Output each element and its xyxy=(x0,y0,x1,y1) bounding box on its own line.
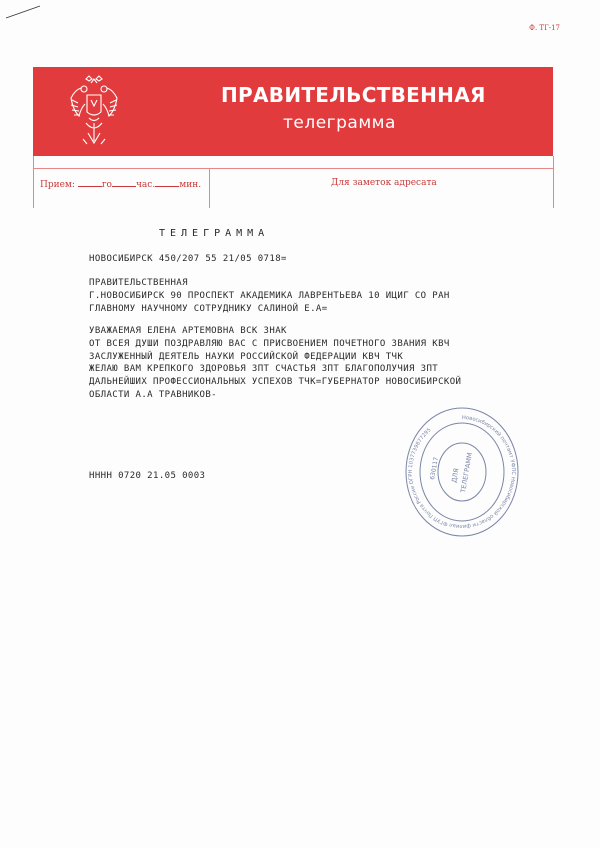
reception-day-blank xyxy=(78,186,102,187)
body-line: ОТ ВСЕЯ ДУШИ ПОЗДРАВЛЯЮ ВАС С ПРИСВОЕНИЕМ ПОЧЕТНОГО ЗВАНИЯ КВЧ xyxy=(89,339,450,349)
frame-divider xyxy=(33,156,34,208)
address-line: Г.НОВОСИБИРСК 90 ПРОСПЕКТ АКАДЕМИКА ЛАВРЕНТЬЕВА 10 ИЦИГ СО РАН xyxy=(89,291,450,301)
reception-hour-suffix: го xyxy=(101,180,112,190)
reception-label: Прием: xyxy=(40,180,75,190)
reception-minute-blank xyxy=(155,186,179,187)
body-line: ОБЛАСТИ А.А ТРАВНИКОВ- xyxy=(89,390,218,400)
stamp-ring-text: Новосибирский почтамт УФПС Новосибирской области филиал ФГУП Почта России ОГРН 1037739877295 xyxy=(407,414,516,530)
government-banner xyxy=(33,67,553,156)
frame-divider xyxy=(553,156,554,208)
address-line: ПРАВИТЕЛЬСТВЕННАЯ xyxy=(89,278,188,288)
stamp-center-text-2: ТЕЛЕГРАММ xyxy=(459,451,475,494)
reception-hour-blank xyxy=(112,186,136,187)
banner-title: ПРАВИТЕЛЬСТВЕННАЯ xyxy=(221,83,486,107)
service-line: НОВОСИБИРСК 450/207 55 21/05 0718= xyxy=(89,254,287,264)
stamp-index: 630117 xyxy=(429,456,440,481)
telegram-heading: ТЕЛЕГРАММА xyxy=(159,228,270,239)
footer-line: НННН 0720 21.05 0003 xyxy=(89,471,206,481)
stamp-center-text-1: ДЛЯ xyxy=(450,467,461,484)
frame-divider xyxy=(33,168,553,169)
postal-stamp xyxy=(404,405,520,538)
body-line: ДАЛЬНЕЙШИХ ПРОФЕССИОНАЛЬНЫХ УСПЕХОВ ТЧК=ГУБЕРНАТОР НОВОСИБИРСКОЙ xyxy=(89,377,462,387)
double-headed-eagle-emblem-icon xyxy=(67,73,121,151)
banner-subtitle: телеграмма xyxy=(283,113,396,133)
pen-stroke-mark xyxy=(4,2,44,22)
body-line: ЗАСЛУЖЕННЫЙ ДЕЯТЕЛЬ НАУКИ РОССИЙСКОЙ ФЕДЕРАЦИИ КВЧ ТЧК xyxy=(89,352,404,362)
form-code: Ф. ТГ-17 xyxy=(529,24,560,32)
notes-label: Для заметок адресата xyxy=(331,178,437,188)
body-line: УВАЖАЕМАЯ ЕЛЕНА АРТЕМОВНА ВСК ЗНАК xyxy=(89,326,287,336)
address-line: ГЛАВНОМУ НАУЧНОМУ СОТРУДНИКУ САЛИНОЙ Е.А= xyxy=(89,304,328,314)
body-line: ЖЕЛАЮ ВАМ КРЕПКОГО ЗДОРОВЬЯ ЗПТ СЧАСТЬЯ ЗПТ БЛАГОПОЛУЧИЯ ЗПТ xyxy=(89,364,439,374)
reception-field xyxy=(40,180,201,190)
reception-minute-label: мин. xyxy=(179,180,202,190)
frame-divider xyxy=(209,168,210,208)
reception-hour-label: час. xyxy=(135,180,156,190)
